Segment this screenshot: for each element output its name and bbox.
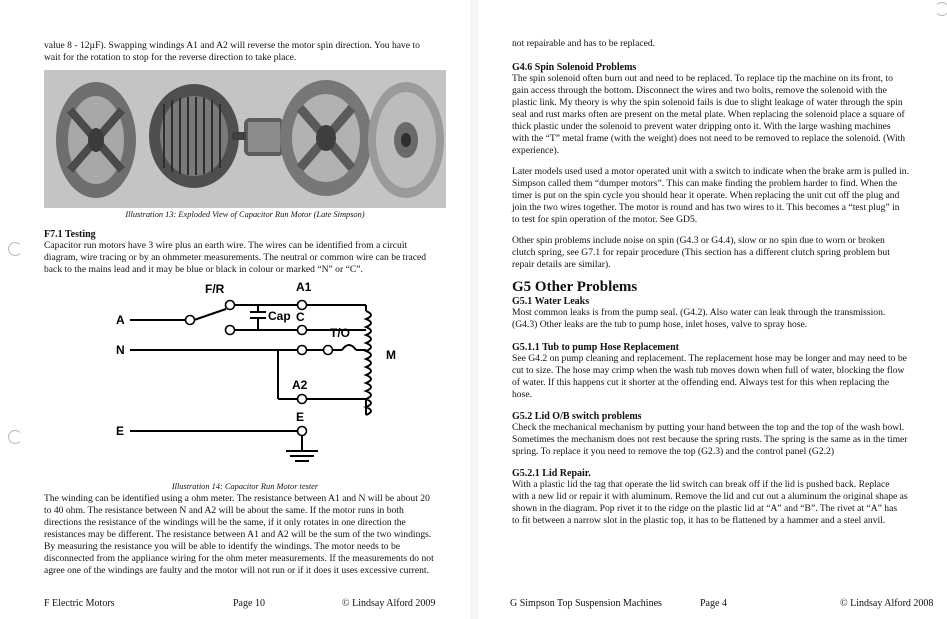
g51-heading: G5.1 Water Leaks <box>512 296 590 307</box>
winding-line: disconnected from the appliance wiring for the ohm meter measurements. If the measurements do not <box>44 553 434 564</box>
left-footer-copyright: © Lindsay Alford 2009 <box>342 598 436 609</box>
g52-heading: G5.2 Lid O/B switch problems <box>512 411 642 422</box>
other-spin-line: repair details are similar). <box>512 259 611 270</box>
label-a: A <box>116 313 125 327</box>
winding-line: agree one of the windings are faulty and the motor will not run or if it does it uses excessive current. <box>44 565 429 576</box>
label-to: T/O <box>330 326 350 340</box>
label-fr: F/R <box>205 282 225 296</box>
g52-line: Check the mechanical mechanism by putting your hand between the top and the top of the wash bowl. <box>512 422 905 433</box>
left-footer-page: Page 10 <box>233 598 265 609</box>
g46-line: experience). <box>512 145 560 156</box>
winding-line: directions the resistance of the windings will be the same, if it only rotates in one direction the <box>44 517 406 528</box>
right-footer-section: G Simpson Top Suspension Machines <box>510 598 662 609</box>
other-spin-line: Other spin problems include noise on spin (G4.3 or G4.4), slow or no spin due to worn or broken <box>512 235 885 246</box>
page-gutter <box>470 0 478 619</box>
g46-line: gain access through the bottom. Disconnect the wires and two bolts, remove the solenoid with the <box>512 85 887 96</box>
g521-line: to fit between a narrow slot in the plastic top, it has to be flattened by a hammer and a steel anvil. <box>512 515 886 526</box>
g5-heading: G5 Other Problems <box>512 279 638 295</box>
intro-line: value 8 - 12µF). Swapping windings A1 and A2 will reverse the motor spin direction. You have to <box>44 40 420 51</box>
g521-line: shown in the diagram. Pop rivet it to the ridge on the plastic lid at “A” and “B”. The rivet at “A” has <box>512 503 898 514</box>
right-page <box>478 0 947 619</box>
right-footer-copyright: © Lindsay Alford 2008 <box>840 598 934 609</box>
other-spin-line: clutch spring, see G7.1 for repair procedure (This section has a different clutch spring problem but <box>512 247 890 258</box>
winding-line: By measuring the resistance you will be able to identify the windings. The motor needs to be <box>44 541 401 552</box>
label-e-top: E <box>296 410 305 424</box>
left-footer-section: F Electric Motors <box>44 598 115 609</box>
binder-hole-mark <box>8 430 22 444</box>
later-line: join the two wires together. The motor is round and has two wires to it. This becomes a “test plug” in <box>512 202 900 213</box>
later-line: timer is put on the spin cycle you should hear it operate. When replacing the unit cut off the plug and <box>512 190 900 201</box>
g521-line: with a new lid or repair it with aluminum. Remove the lid and cut out a aluminum the original shape as <box>512 491 908 502</box>
g51-line: (G4.3) Other leaks are the tub to pump hose, inlet hoses, valve to spray hose. <box>512 319 808 330</box>
top-line: not repairable and has to be replaced. <box>512 38 656 49</box>
g46-line: The spin solenoid often burn out and need to be replaced. To replace tip the machine on its front, to <box>512 73 893 84</box>
label-c: C <box>296 310 305 324</box>
g46-line: with the “T” metal frame (with the weight) does not need to be removed to replace the solenoid. (With <box>512 133 906 144</box>
binder-hole-mark <box>8 242 22 256</box>
g511-line: cut to size. The hose may crimp when the wash tub moves down when full of water, blocking the flow <box>512 365 905 376</box>
label-a1: A1 <box>296 280 312 294</box>
winding-line: to 40 ohm. The resistance between N and A2 will be about the same. If the motor runs in both <box>44 505 404 516</box>
later-line: to test for spin operation of the motor. See GD5. <box>512 214 698 225</box>
f71-heading: F7.1 Testing <box>44 229 96 240</box>
g51-line: Most common leaks is from the pump seal. (G4.2). Also water can leak through the transmission. <box>512 307 886 318</box>
later-line: Later models used used a motor operated unit with a switch to indicate when the brake arm is pulled in. <box>512 166 909 177</box>
g511-line: hose. <box>512 389 532 400</box>
g511-line: of water. If this happens cut it shorter at the offending end. Always test for this when replacing the <box>512 377 890 388</box>
winding-line: The winding can be identified using a ohm meter. The resistance between A1 and N will be about 20 <box>44 493 430 504</box>
winding-line: resistances may be different. The resistance between A1 and A2 will be the sum of the two windings. <box>44 529 432 540</box>
illustration-14-caption: Illustration 14: Capacitor Run Motor tester <box>171 482 319 491</box>
g511-heading: G5.1.1 Tub to pump Hose Replacement <box>512 342 679 353</box>
label-n: N <box>116 343 125 357</box>
g521-line: With a plastic lid the tag that operate the lid switch can break off if the lid is pushed back. Replace <box>512 479 890 490</box>
g46-heading: G4.6 Spin Solenoid Problems <box>512 62 637 73</box>
f71-line: back to the mains lead and it may be blue or black in colour or marked “N” or “C”. <box>44 264 363 275</box>
g52-line: Sometimes the mechanism does not rest because the spring rusts. The spring is the same as in the timer <box>512 434 908 445</box>
exploded-motor-photo <box>44 70 446 208</box>
f71-line: diagram, wire tracing or by an ohmmeter measurements. The neutral or common wire can be traced <box>44 252 427 263</box>
g52-line: spring. To replace it you need to remove the top (G2.3) and the control panel (G2.2) <box>512 446 835 457</box>
label-cap: Cap <box>268 309 291 323</box>
capacitor-motor-tester-diagram <box>0 275 470 475</box>
label-e-left: E <box>116 424 125 438</box>
label-a2: A2 <box>292 378 308 392</box>
g46-line: plastic link. My theory is why the spin solenoid fails is due to slight leakage of water through the spin <box>512 97 903 108</box>
right-footer-page: Page 4 <box>700 598 727 609</box>
illustration-13-caption: Illustration 13: Exploded View of Capacitor Run Motor (Late Simpson) <box>125 210 365 219</box>
f71-line: Capacitor run motors have 3 wire plus an earth wire. The wires can be identified from a circuit <box>44 240 408 251</box>
binder-hole-mark <box>935 2 947 16</box>
left-page <box>0 0 470 619</box>
later-line: Simpson called them “dumper motors”. This can make finding the problem harder to find. When the <box>512 178 898 189</box>
intro-line: wait for the rotation to stop for the reverse direction to take place. <box>44 52 297 63</box>
g46-line: thick plastic under the solenoid to prevent water dripping onto it. With the large washing machines <box>512 121 891 132</box>
g521-heading: G5.2.1 Lid Repair. <box>512 468 591 479</box>
label-m: M <box>386 348 396 362</box>
g46-line: seal and rust marks often are present on the metal plate. When replacing the solenoid place a square of <box>512 109 905 120</box>
g511-line: See G4.2 on pump cleaning and replacement. The replacement hose may be longer and may need to be <box>512 353 907 364</box>
